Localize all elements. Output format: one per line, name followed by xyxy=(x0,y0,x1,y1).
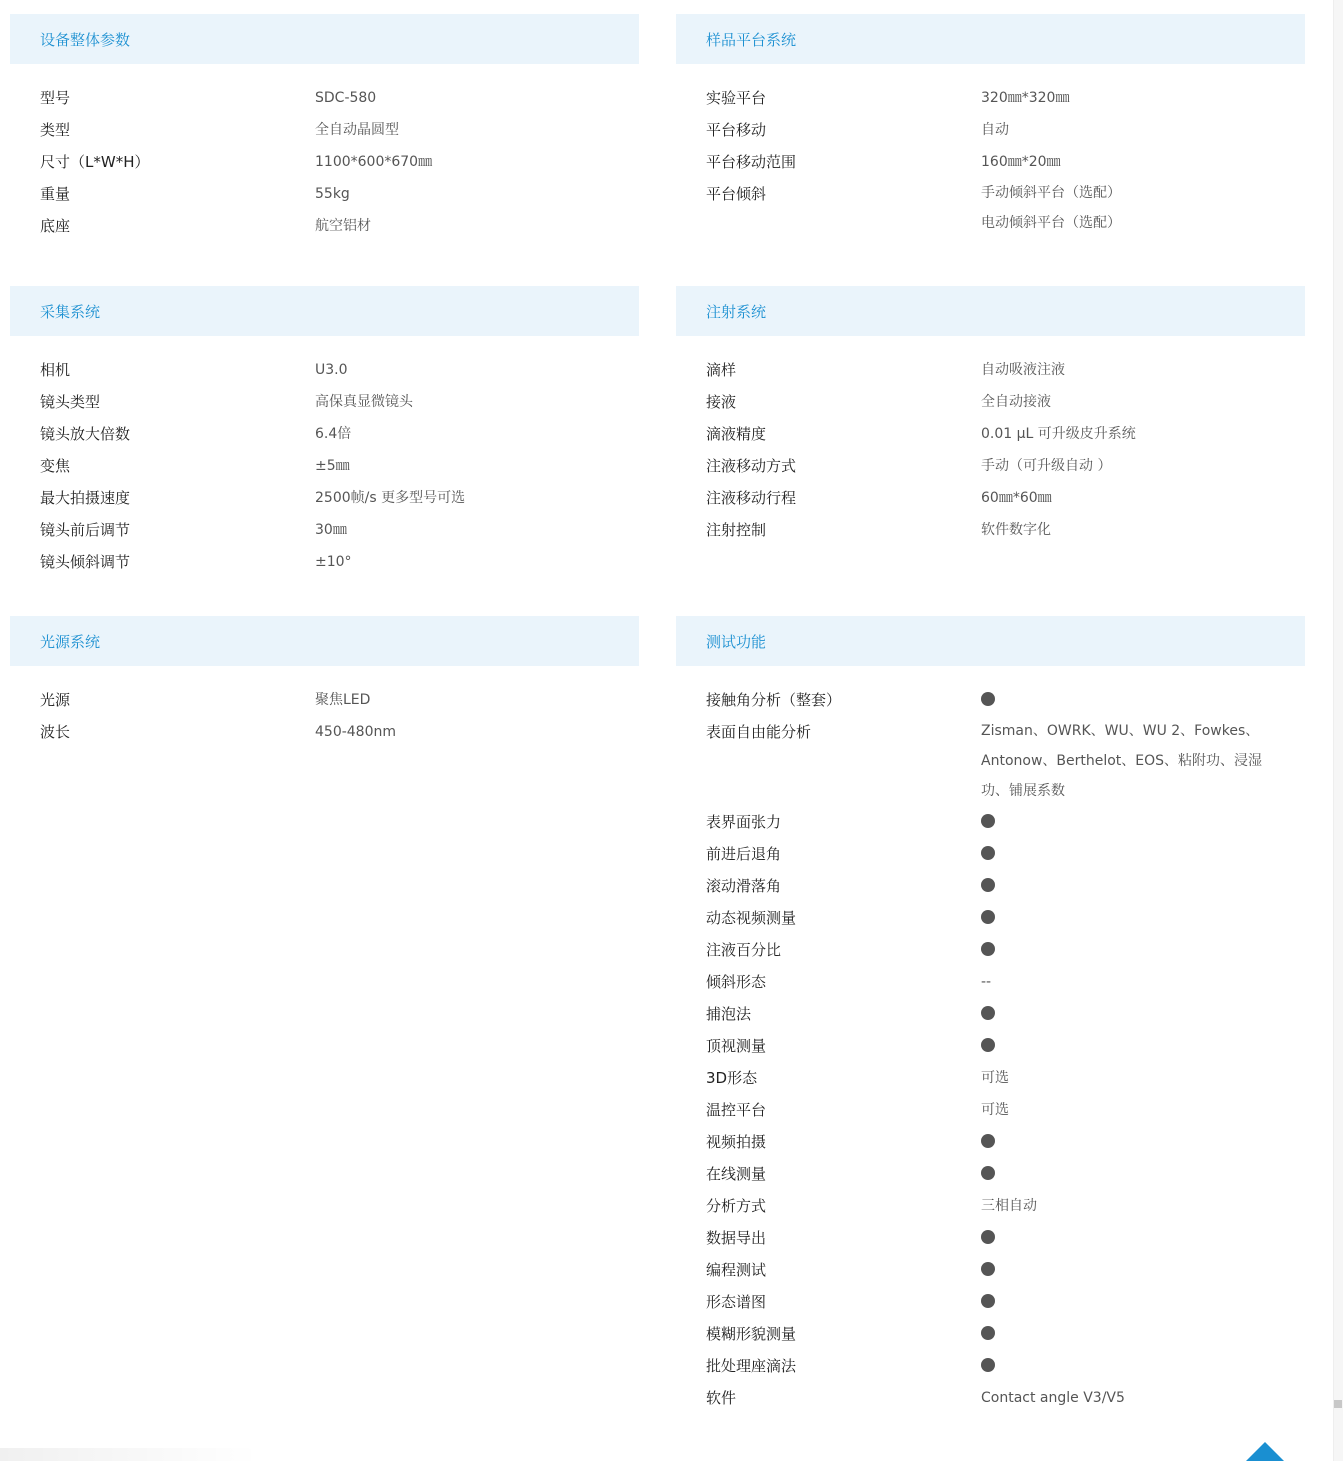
spec-value xyxy=(981,870,1305,902)
vertical-scrollbar[interactable] xyxy=(1333,0,1343,1461)
spec-row xyxy=(706,870,1305,902)
spec-label: 倾斜形态 xyxy=(706,973,767,991)
spec-row xyxy=(706,114,1305,146)
spec-value: 2500帧/s 更多型号可选 xyxy=(315,490,466,506)
spec-row xyxy=(706,1286,1305,1318)
spec-label: 实验平台 xyxy=(706,89,767,107)
spec-value: 全自动晶圆型 xyxy=(315,122,399,138)
spec-label: 注液移动行程 xyxy=(706,489,797,507)
spec-value: 55kg xyxy=(315,186,350,202)
spec-label: 镜头前后调节 xyxy=(40,521,131,539)
spec-value: Contact angle V3/V5 xyxy=(981,1390,1125,1406)
spec-value: 聚焦LED xyxy=(315,692,371,708)
spec-row xyxy=(706,902,1305,934)
spec-value: ±10° xyxy=(315,554,352,570)
spec-label: 滚动滑落角 xyxy=(706,877,782,895)
spec-row xyxy=(40,210,639,242)
spec-label: 表界面张力 xyxy=(706,813,782,831)
filled-circle-icon xyxy=(981,878,995,892)
spec-row xyxy=(706,998,1305,1030)
spec-value xyxy=(981,716,1305,806)
spec-value-line: 功、铺展系数 xyxy=(981,783,1065,799)
spec-value: 航空铝材 xyxy=(315,218,371,234)
spec-value xyxy=(981,998,1305,1030)
spec-row xyxy=(40,114,639,146)
spec-label: 底座 xyxy=(40,217,71,235)
section-body xyxy=(676,666,1305,1414)
spec-label: 尺寸（L*W*H） xyxy=(40,153,150,171)
section-device-overall xyxy=(10,14,639,286)
spec-value xyxy=(981,684,1305,716)
spec-label: 软件 xyxy=(706,1389,737,1407)
spec-label: 动态视频测量 xyxy=(706,909,797,927)
spec-row xyxy=(706,1254,1305,1286)
spec-label: 3D形态 xyxy=(706,1069,758,1087)
filled-circle-icon xyxy=(981,1358,995,1372)
section-title: 注射系统 xyxy=(676,286,1305,336)
spec-label: 波长 xyxy=(40,723,71,741)
spec-value-line: 手动倾斜平台（选配） xyxy=(981,185,1121,201)
spec-label: 表面自由能分析 xyxy=(706,723,812,741)
spec-value xyxy=(981,178,1305,238)
spec-label: 类型 xyxy=(40,121,71,139)
section-title: 设备整体参数 xyxy=(10,14,639,64)
spec-row xyxy=(706,450,1305,482)
triangle-up-icon[interactable] xyxy=(1246,1442,1284,1461)
spec-row xyxy=(40,684,639,716)
section-body xyxy=(676,336,1305,546)
spec-row xyxy=(40,146,639,178)
spec-label: 重量 xyxy=(40,185,71,203)
spec-row xyxy=(706,1222,1305,1254)
spec-label: 镜头类型 xyxy=(40,393,101,411)
spec-label: 在线测量 xyxy=(706,1165,767,1183)
section-body xyxy=(10,64,639,242)
spec-row xyxy=(40,482,639,514)
spec-value: 6.4倍 xyxy=(315,426,352,442)
spec-row xyxy=(40,546,639,578)
spec-value xyxy=(981,806,1305,838)
spec-label: 模糊形貌测量 xyxy=(706,1325,797,1343)
spec-row xyxy=(706,1094,1305,1126)
filled-circle-icon xyxy=(981,846,995,860)
spec-row xyxy=(40,716,639,748)
spec-row xyxy=(706,354,1305,386)
filled-circle-icon xyxy=(981,1134,995,1148)
spec-label: 形态谱图 xyxy=(706,1293,767,1311)
spec-row xyxy=(40,418,639,450)
filled-circle-icon xyxy=(981,814,995,828)
spec-row xyxy=(706,386,1305,418)
spec-label: 相机 xyxy=(40,361,71,379)
section-title: 测试功能 xyxy=(676,616,1305,666)
spec-label: 接触角分析（整套） xyxy=(706,691,842,709)
spec-label: 滴液精度 xyxy=(706,425,767,443)
spec-value xyxy=(981,1350,1305,1382)
spec-label: 镜头倾斜调节 xyxy=(40,553,131,571)
spec-value-line: Antonow、Berthelot、EOS、粘附功、浸湿 xyxy=(981,753,1263,769)
filled-circle-icon xyxy=(981,1230,995,1244)
spec-value-line: 电动倾斜平台（选配） xyxy=(981,215,1121,231)
spec-row xyxy=(706,716,1305,806)
spec-row xyxy=(706,684,1305,716)
spec-row xyxy=(706,1062,1305,1094)
spec-value: 自动吸液注液 xyxy=(981,362,1065,378)
spec-value xyxy=(981,1318,1305,1350)
spec-label: 捕泡法 xyxy=(706,1005,752,1023)
spec-row xyxy=(40,178,639,210)
spec-value xyxy=(981,1254,1305,1286)
spec-value: U3.0 xyxy=(315,362,348,378)
spec-row xyxy=(706,418,1305,450)
left-column xyxy=(10,14,639,748)
spec-value: 60㎜*60㎜ xyxy=(981,490,1052,506)
spec-value xyxy=(981,934,1305,966)
spec-value: 软件数字化 xyxy=(981,522,1051,538)
bottom-shadow-decoration xyxy=(0,1448,260,1461)
filled-circle-icon xyxy=(981,1326,995,1340)
spec-value: 三相自动 xyxy=(981,1198,1037,1214)
spec-value: 320㎜*320㎜ xyxy=(981,90,1070,106)
spec-label: 注射控制 xyxy=(706,521,767,539)
spec-label: 顶视测量 xyxy=(706,1037,767,1055)
spec-value: 30㎜ xyxy=(315,522,347,538)
spec-row xyxy=(706,1190,1305,1222)
spec-row xyxy=(706,1030,1305,1062)
section-title: 样品平台系统 xyxy=(676,14,1305,64)
spec-label: 注液百分比 xyxy=(706,941,782,959)
spec-label: 滴样 xyxy=(706,361,737,379)
section-acquisition xyxy=(10,286,639,616)
section-body xyxy=(10,336,639,578)
right-column xyxy=(676,14,1305,1414)
spec-label: 分析方式 xyxy=(706,1197,767,1215)
spec-label: 平台移动 xyxy=(706,121,767,139)
spec-value: -- xyxy=(981,974,992,990)
spec-row xyxy=(706,966,1305,998)
spec-label: 批处理座滴法 xyxy=(706,1357,797,1375)
spec-label: 平台倾斜 xyxy=(706,185,767,203)
spec-label: 镜头放大倍数 xyxy=(40,425,131,443)
spec-value: 全自动接液 xyxy=(981,394,1051,410)
spec-value: SDC-580 xyxy=(315,90,377,106)
spec-label: 最大拍摄速度 xyxy=(40,489,131,507)
spec-value: 0.01 μL 可升级皮升系统 xyxy=(981,426,1136,442)
spec-value xyxy=(981,1222,1305,1254)
spec-row xyxy=(706,1350,1305,1382)
spec-label: 数据导出 xyxy=(706,1229,767,1247)
spec-row xyxy=(706,178,1305,238)
spec-value xyxy=(981,1286,1305,1318)
filled-circle-icon xyxy=(981,1038,995,1052)
spec-value: 自动 xyxy=(981,122,1009,138)
spec-row xyxy=(706,82,1305,114)
spec-row xyxy=(40,386,639,418)
spec-value-line: Zisman、OWRK、WU、WU 2、Fowkes、 xyxy=(981,723,1260,739)
spec-value: 可选 xyxy=(981,1102,1009,1118)
spec-label: 型号 xyxy=(40,89,71,107)
spec-row xyxy=(706,514,1305,546)
spec-row xyxy=(40,82,639,114)
filled-circle-icon xyxy=(981,1166,995,1180)
filled-circle-icon xyxy=(981,1294,995,1308)
spec-value: 高保真显微镜头 xyxy=(315,394,413,410)
spec-label: 光源 xyxy=(40,691,71,709)
spec-value xyxy=(981,1030,1305,1062)
spec-row xyxy=(40,354,639,386)
spec-value: 手动（可升级自动 ） xyxy=(981,458,1112,474)
section-body xyxy=(10,666,639,748)
spec-value xyxy=(981,838,1305,870)
section-injection xyxy=(676,286,1305,616)
spec-value xyxy=(981,1126,1305,1158)
spec-row xyxy=(706,1158,1305,1190)
spec-row xyxy=(706,806,1305,838)
spec-row xyxy=(40,514,639,546)
spec-row xyxy=(706,482,1305,514)
spec-value xyxy=(981,1158,1305,1190)
spec-value: 1100*600*670㎜ xyxy=(315,154,433,170)
spec-value: 160㎜*20㎜ xyxy=(981,154,1061,170)
spec-row xyxy=(706,1382,1305,1414)
spec-label: 平台移动范围 xyxy=(706,153,797,171)
spec-label: 变焦 xyxy=(40,457,71,475)
filled-circle-icon xyxy=(981,692,995,706)
spec-row xyxy=(40,450,639,482)
spec-row xyxy=(706,1126,1305,1158)
section-title: 采集系统 xyxy=(10,286,639,336)
spec-label: 编程测试 xyxy=(706,1261,767,1279)
spec-value: 450-480nm xyxy=(315,724,397,740)
spec-label: 注液移动方式 xyxy=(706,457,797,475)
filled-circle-icon xyxy=(981,942,995,956)
spec-value: ±5㎜ xyxy=(315,458,350,474)
section-sample-platform xyxy=(676,14,1305,286)
section-test-functions xyxy=(676,616,1305,1414)
scrollbar-thumb[interactable] xyxy=(1334,1400,1342,1408)
section-body xyxy=(676,64,1305,238)
spec-row xyxy=(706,1318,1305,1350)
filled-circle-icon xyxy=(981,1262,995,1276)
spec-row xyxy=(706,146,1305,178)
spec-value: 可选 xyxy=(981,1070,1009,1086)
spec-label: 接液 xyxy=(706,393,737,411)
spec-value xyxy=(981,902,1305,934)
spec-label: 温控平台 xyxy=(706,1101,767,1119)
section-light-source xyxy=(10,616,639,748)
filled-circle-icon xyxy=(981,910,995,924)
spec-label: 前进后退角 xyxy=(706,845,782,863)
spec-label: 视频拍摄 xyxy=(706,1133,767,1151)
filled-circle-icon xyxy=(981,1006,995,1020)
spec-row xyxy=(706,934,1305,966)
section-title: 光源系统 xyxy=(10,616,639,666)
spec-row xyxy=(706,838,1305,870)
